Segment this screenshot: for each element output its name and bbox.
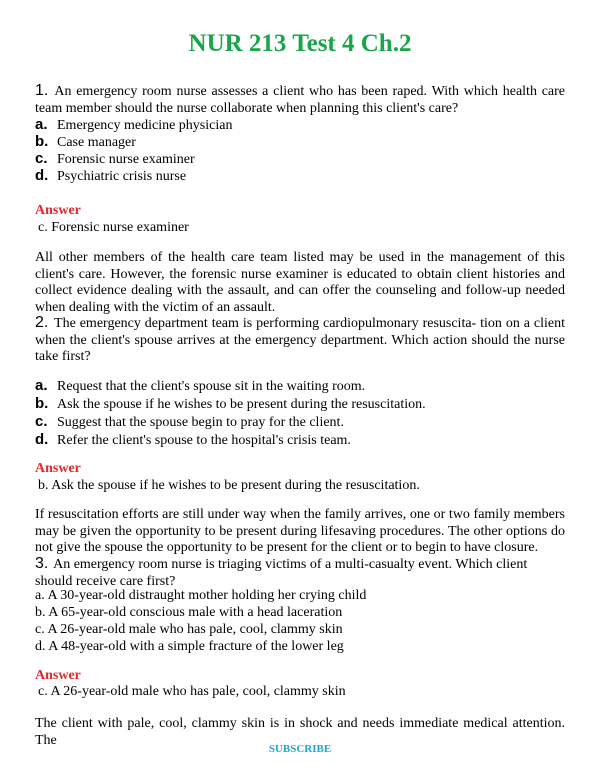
q1-option-a: a. Emergency medicine physician [35,116,233,133]
question-1 [35,83,565,117]
q3-option-b: b. A 65-year-old conscious male with a head laceration [35,605,343,620]
answer-heading: Answer [35,668,81,683]
question-text: An emergency room nurse assesses a client who has been raped. With which health care team member should the nurse collaborate when planning this client's care? [35,84,566,116]
question-3 [35,556,565,590]
answer-heading: Answer [35,461,81,476]
q1-option-d: d. Psychiatric crisis nurse [35,167,187,184]
q3-option-a: a. A 30-year-old distraught mother holding her crying child [35,588,367,603]
q1-option-c: c. Forensic nurse examiner [35,150,195,167]
q3-option-c: c. A 26-year-old male who has pale, cool, clammy skin [35,622,343,637]
answer-value: c. Forensic nurse examiner [38,220,189,235]
q1-option-b: b. Case manager [35,133,136,150]
answer-value: b. Ask the spouse if he wishes to be present during the resuscitation. [38,478,420,493]
answer-heading: Answer [35,203,81,218]
q2-option-d: d. Refer the client's spouse to the hospital's crisis team. [35,431,351,448]
q3-option-d: d. A 48-year-old with a simple fracture of the lower leg [35,639,344,654]
subscribe-link[interactable]: SUBSCRIBE [268,743,332,755]
question-text: The emergency department team is performing cardiopulmonary resuscita- tion on a client when the client's spouse arrives at the emergency department. Which action should the nurse take first? [35,316,565,364]
answer-value: c. A 26-year-old male who has pale, cool, clammy skin [38,684,346,699]
question-number: 1. [35,82,49,99]
question-number: 2. [35,314,49,331]
rationale-3: The client with pale, cool, clammy skin is in shock and needs immediate medical attention. The [35,716,565,748]
rationale-1: All other members of the health care team listed may be used in the management of this client's care. However, the forensic nurse examiner is educated to obtain client histories and collect evidence dealing with the assault, and can offer the counseling and follow-up needed when dealing with the victim of an assault. [35,250,565,315]
page-title: NUR 213 Test 4 Ch.2 [188,30,412,57]
question-2 [35,315,565,366]
rationale-2: If resuscitation efforts are still under way when the family arrives, one or two family members may be given the opportunity to be present during lifesaving procedures. The other options do not give the spouse the opportunity to be present for the client or to begin to have closure. [35,507,565,555]
question-number: 3. [35,555,49,572]
q2-option-c: c. Suggest that the spouse begin to pray for the client. [35,413,344,430]
question-text: An emergency room nurse is triaging victims of a multi-casualty event. Which client should receive care first? [35,557,528,589]
q2-option-a: a. Request that the client's spouse sit in the waiting room. [35,377,366,394]
q2-option-b: b. Ask the spouse if he wishes to be present during the resuscitation. [35,395,426,412]
